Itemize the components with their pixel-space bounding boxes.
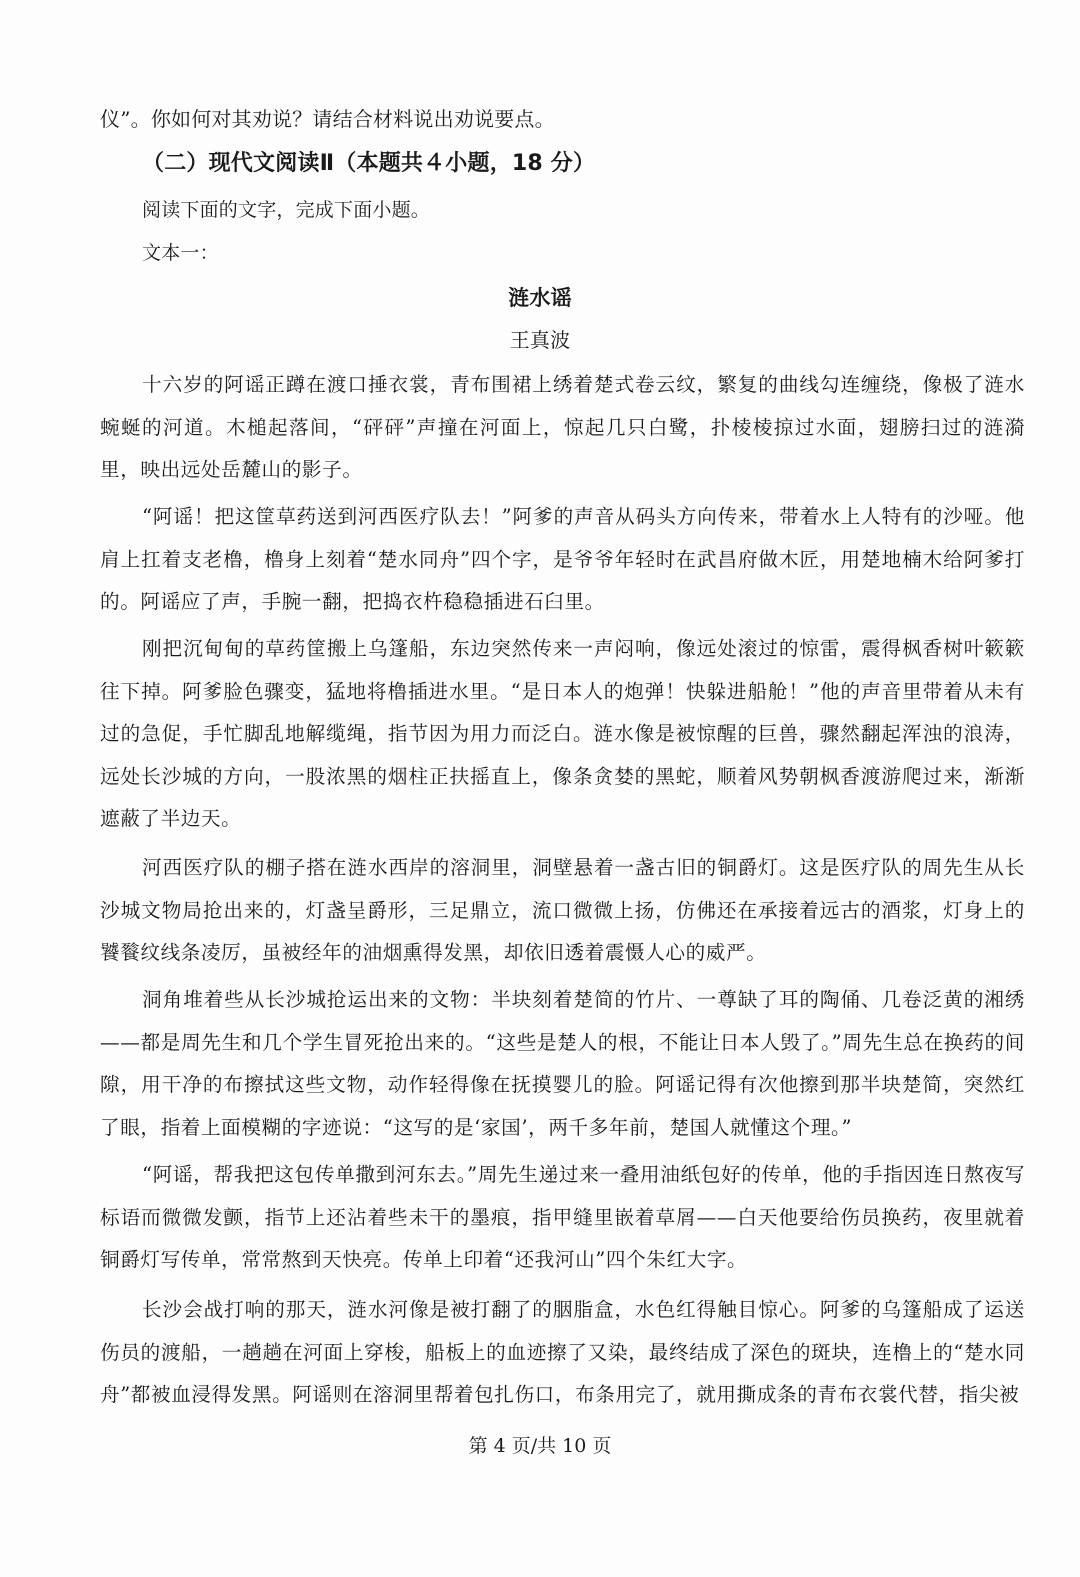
story-title: 涟水谣 bbox=[508, 285, 572, 310]
story-author: 王真波 bbox=[509, 328, 571, 352]
intro-line: 仪”。你如何对其劝说？请结合材料说出劝说要点。 bbox=[100, 107, 555, 131]
paragraph-3: 刚把沉甸甸的草药筐搬上乌篷船，东边突然传来一声闷响，像远处滚过的惊雷，震得枫香树叶簌簌往下掉。阿爹脸色骤变，猛地将橹插进水里。“是日本人的炮弹！快躲进船舱！”他的声音里带着从未有过的急促，手忙脚乱地解缆绳，指节因为用力而泛白。涟水像是被惊醒的巨兽，骤然翻起浑浊的浪涛，远处长沙城的方向，一股浓黑的烟柱正扶摇直上，像条贪婪的黑蛇，顺着风势朝枫香渡游爬过来，渐渐遮蔽了半边天。 bbox=[100, 637, 1025, 830]
section-heading: （二）现代文阅读Ⅱ（本题共４小题，18 分） bbox=[142, 151, 596, 176]
instruction-text: 阅读下面的文字，完成下面小题。 bbox=[142, 199, 431, 221]
paragraph-1: 十六岁的阿谣正蹲在渡口捶衣裳，青布围裙上绣着楚式卷云纹，繁复的曲线勾连缠绕，像极了涟水蜿蜒的河道。木槌起落间，“砰砰”声撞在河面上，惊起几只白鹭，扑棱棱掠过水面，翅膀扫过的涟漪里，映出远处岳麓山的影子。 bbox=[100, 373, 1025, 481]
paragraph-5: 洞角堆着些从长沙城抢运出来的文物：半块刻着楚简的竹片、一尊缺了耳的陶俑、几卷泛黄的湘绣——都是周先生和几个学生冒死抢出来的。“这些是楚人的根，不能让日本人毁了。”周先生总在换药的间隙，用干净的布擦拭这些文物，动作轻得像在抚摸婴儿的脸。阿谣记得有次他擦到那半块楚简，突然红了眼，指着上面模糊的字迹说：“这写的是‘家国’，两千多年前，楚国人就懂这个理。” bbox=[100, 988, 1025, 1139]
paragraph-7: 长沙会战打响的那天，涟水河像是被打翻了的胭脂盒，水色红得触目惊心。阿爹的乌篷船成了运送伤员的渡船，一趟趟在河面上穿梭，船板上的血迹擦了又染，最终结成了深色的斑块，连橹上的“楚水同舟”都被血浸得发黑。阿谣则在溶洞里帮着包扎伤口，布条用完了，就用撕成条的青布衣裳代替，指尖被 bbox=[100, 1298, 1025, 1406]
paragraph-4: 河西医疗队的棚子搭在涟水西岸的溶洞里，洞壁悬着一盏古旧的铜爵灯。这是医疗队的周先生从长沙城文物局抢出来的，灯盏呈爵形，三足鼎立，流口微微上扬，仿佛还在承接着远古的酒浆，灯身上的饕餮纹线条凌厉，虽被经年的油烟熏得发黑，却依旧透着震慑人心的威严。 bbox=[100, 856, 1025, 964]
paragraph-6: “阿谣，帮我把这包传单撒到河东去。”周先生递过来一叠用油纸包好的传单，他的手指因连日熬夜写标语而微微发颤，指节上还沾着些未干的墨痕，指甲缝里嵌着草屑——白天他要给伤员换药，夜里就着铜爵灯写传单，常常熬到天快亮。传单上印着“还我河山”四个朱红大字。 bbox=[100, 1163, 1025, 1271]
text-label: 文本一： bbox=[142, 242, 219, 264]
page-number: 第 4 页/共 10 页 bbox=[468, 1435, 612, 1457]
paragraph-2: “阿谣！把这筐草药送到河西医疗队去！”阿爹的声音从码头方向传来，带着水上人特有的沙哑。他肩上扛着支老橹，橹身上刻着“楚水同舟”四个字，是爷爷年轻时在武昌府做木匠，用楚地楠木给阿爹打的。阿谣应了声，手腕一翻，把捣衣杵稳稳插进石臼里。 bbox=[100, 505, 1025, 613]
